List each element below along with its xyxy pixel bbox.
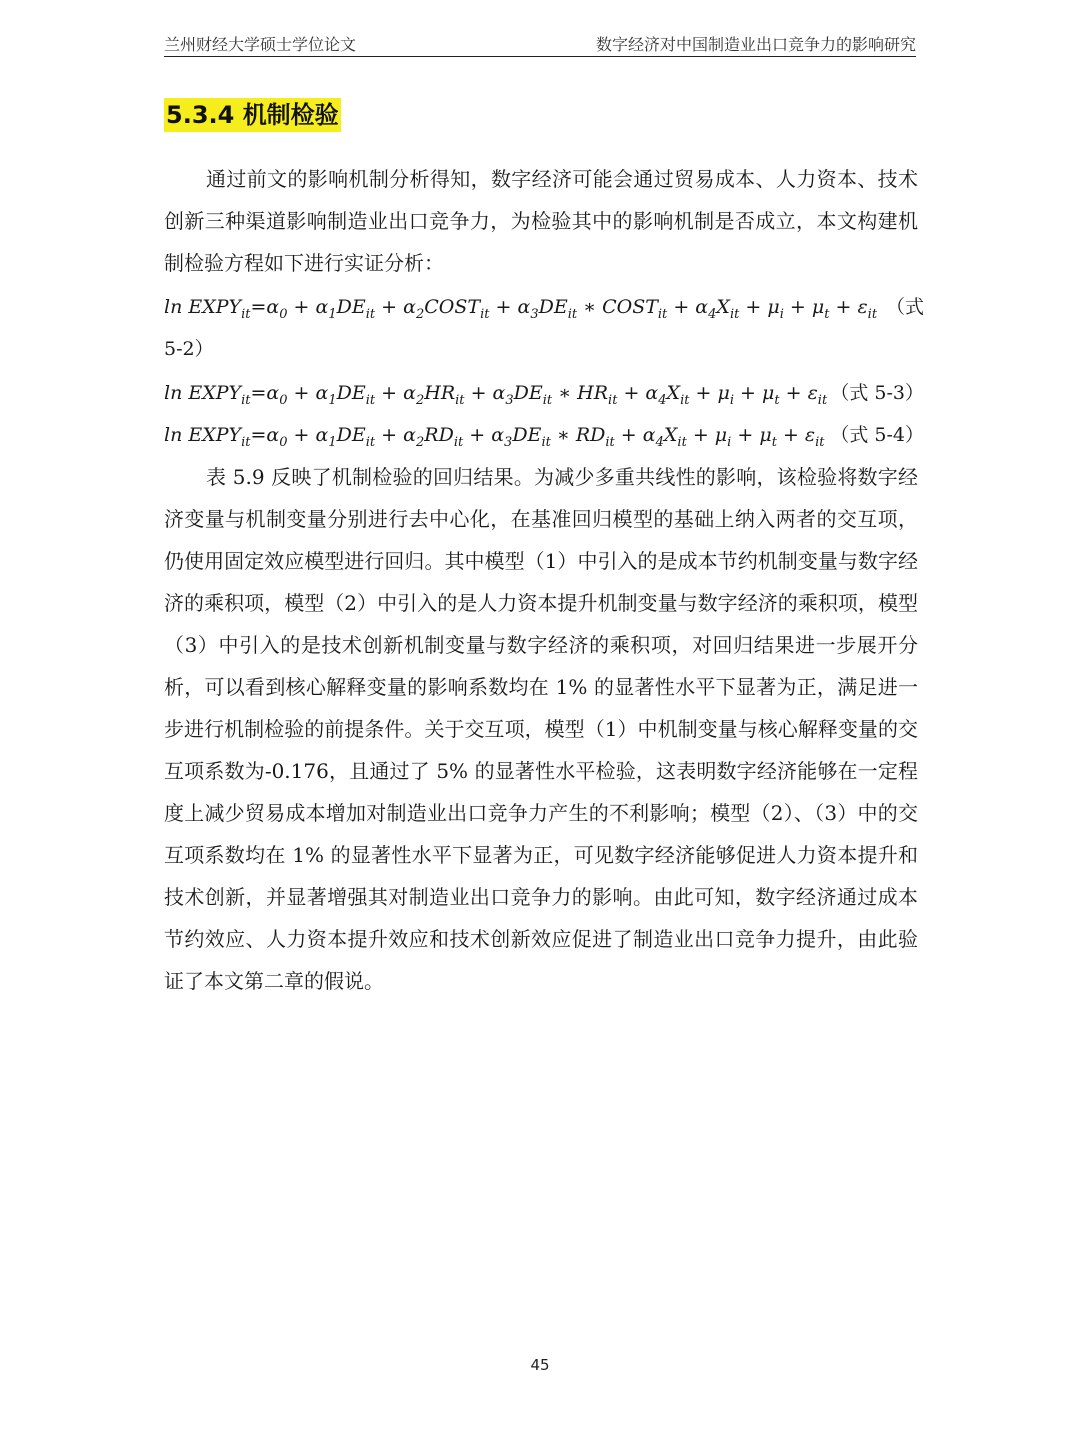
equation-5-2: $\ln EXPY_{it}=\alpha_0 + \alpha_1DE_{it}$ + $\alpha_2COST_{it} + \alpha_3DE_{it}$ ∗ $COST_{it} + \alpha_4X_{it} + \mu_i + \mu_t + \varepsilon_{it}$ （式 bbox=[164, 290, 924, 332]
equation-5-4: $\ln EXPY_{it}=\alpha_0 + \alpha_1DE_{it} + \alpha_2RD_{it} + \alpha_3DE_{it}$ ∗ $RD_{it} + \alpha_4X_{it} + \mu_i + \mu_t + \varepsilon_{it}$ （式 5-4） bbox=[164, 418, 924, 460]
paragraph-intro: 通过前文的影响机制分析得知，数字经济可能会通过贸易成本、人力资本、技术创新三种渠道影响制造业出口竞争力，为检验其中的影响机制是否成立，本文构建机制检验方程如下进行实证分析： bbox=[164, 167, 918, 275]
page-header bbox=[164, 30, 916, 57]
header-thesis-title: 数字经济对中国制造业出口竞争力的影响研究 bbox=[595, 35, 916, 54]
equation-label: （式 bbox=[885, 296, 924, 318]
page-number: 45 bbox=[530, 1356, 550, 1374]
section-title: 5.3.4 机制检验 bbox=[164, 98, 341, 132]
equation-label: （式 5-4） bbox=[830, 424, 924, 446]
header-thesis-type: 兰州财经大学硕士学位论文 bbox=[164, 35, 357, 54]
equation-label: （式 5-3） bbox=[830, 382, 924, 404]
equation-5-2-label-cont: 5-2） bbox=[164, 338, 214, 360]
equation-5-3: $\ln EXPY_{it}=\alpha_0 + \alpha_1DE_{it} + \alpha_2HR_{it} + \alpha_3DE_{it}$ ∗ $HR_{it} + \alpha_4X_{it} + \mu_i + \mu_t + \varepsilon_{it}$ （式 5-3） bbox=[164, 376, 924, 418]
paragraph-results: 表 5.9 反映了机制检验的回归结果。为减少多重共线性的影响，该检验将数字经济变量与机制变量分别进行去中心化，在基准回归模型的基础上纳入两者的交互项，仍使用固定效应模型进行回归。其中模型（1）中引入的是成本节约机制变量与数字经济的乘积项，模型（2）中引入的是人力资本提升机制变量与数字经济的乘积项，模型（3）中引入的是技术创新机制变量与数字经济的乘积项，对回归结果进一步展开分析，可以看到核心解释变量的影响系数均在 1% 的显著性水平下显著为正，满足进一步进行机制检验的前提条件。关于交互项，模型（1）中机制变量与核心解释变量的交互项系数为-0.176，且通过了 5% 的显著性水平检验，这表明数字经济能够在一定程度上减少贸易成本增加对制造业出口竞争力产生的不利影响；模型（2）、（3）中的交互项系数均在 1% 的显著性水平下显著为正，可见数字经济能够促进人力资本提升和技术创新，并显著增强其对制造业出口竞争力的影响。由此可知，数字经济通过成本节约效应、人力资本提升效应和技术创新效应促进了制造业出口竞争力提升，由此验证了本文第二章的假说。 bbox=[164, 465, 918, 993]
